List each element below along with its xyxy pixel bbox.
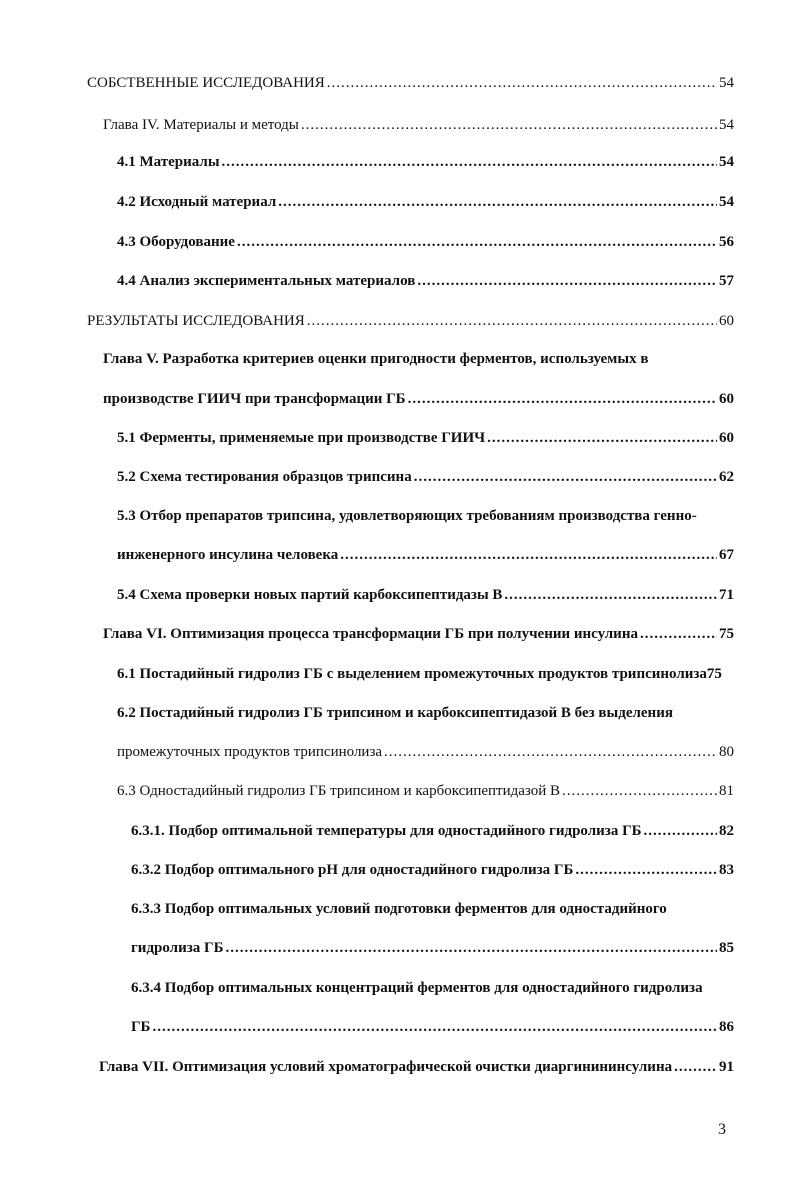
- toc-entry-title-line: 5.3 Отбор препаратов трипсина, удовлетворяющих требованиям производства генно-: [117, 508, 697, 524]
- toc-entry-title: инженерного инсулина человека: [117, 547, 339, 563]
- toc-entry-page: 60: [719, 430, 734, 446]
- toc-leader: [237, 232, 717, 252]
- toc-entry-page: 91: [719, 1059, 734, 1075]
- toc-entry-title-line: 6.2 Постадийный гидролиз ГБ трипсином и карбоксипептидазой В без выделения: [117, 705, 673, 721]
- toc-entry-title: 5.2 Схема тестирования образцов трипсина: [117, 469, 412, 485]
- toc-entry-title: Глава VI. Оптимизация процесса трансформации ГБ при получении инсулина: [103, 626, 638, 642]
- toc-leader: [487, 428, 717, 448]
- toc-leader: [417, 271, 717, 291]
- toc-entry-title: СОБСТВЕННЫЕ ИССЛЕДОВАНИЯ: [87, 75, 325, 91]
- toc-entry: [117, 742, 734, 762]
- toc-entry-page: 54: [719, 194, 734, 210]
- toc-entry-title: 4.2 Исходный материал: [117, 194, 277, 210]
- toc-leader: [414, 467, 717, 487]
- toc-entry-title-line: Глава V. Разработка критериев оценки пригодности ферментов, используемых в: [103, 351, 649, 367]
- toc-entry-page: 54: [719, 75, 734, 91]
- toc-entry-title: Глава VII. Оптимизация условий хроматографической очистки диаргинининсулина: [99, 1059, 673, 1075]
- toc-entry-title: РЕЗУЛЬТАТЫ ИССЛЕДОВАНИЯ: [87, 313, 305, 329]
- toc-entry-page: 67: [719, 547, 734, 563]
- toc-entry-title: 5.1 Ферменты, применяемые при производстве ГИИЧ: [117, 430, 486, 446]
- toc-entry-title: 6.3.1. Подбор оптимальной температуры для одностадийного гидролиза ГБ: [131, 823, 642, 839]
- toc-entry-page: 85: [719, 940, 734, 956]
- toc-leader: [575, 860, 717, 880]
- toc-leader: [384, 742, 717, 762]
- toc-entry: [117, 545, 734, 565]
- toc-entry: [103, 389, 734, 409]
- toc-entry-title-line: 6.3.3 Подбор оптимальных условий подготовки ферментов для одностадийного: [131, 901, 667, 917]
- toc-entry-title: гидролиза ГБ: [131, 940, 224, 956]
- toc-leader: [301, 115, 717, 135]
- toc-entry-title: 6.3 Одностадийный гидролиз ГБ трипсином и карбоксипептидазой В: [117, 783, 561, 799]
- toc-entry: [117, 428, 734, 448]
- toc-entry-page: 56: [719, 234, 734, 250]
- toc-entry-page: 54: [719, 117, 734, 133]
- toc-entry-title-line: 6.3.4 Подбор оптимальных концентраций ферментов для одностадийного гидролиза: [131, 980, 703, 996]
- toc-entry: [103, 115, 734, 135]
- toc-entry-page: 57: [719, 273, 734, 289]
- toc-entry-page: 71: [719, 587, 734, 603]
- toc-leader: [225, 938, 717, 958]
- toc-leader: [307, 311, 717, 331]
- toc-leader: [640, 624, 717, 644]
- toc-leader: [504, 585, 717, 605]
- toc-entry-title: 4.3 Оборудование: [117, 234, 235, 250]
- toc-entry-page: 86: [719, 1019, 734, 1035]
- toc-leader: [340, 545, 717, 565]
- toc-entry-title: промежуточных продуктов трипсинолиза: [117, 744, 383, 760]
- toc-entry: [131, 1017, 734, 1037]
- toc-entry-page: 75: [706, 666, 722, 682]
- toc-entry: [99, 1057, 734, 1077]
- toc-entry: [117, 467, 734, 487]
- toc-entry: [117, 271, 734, 291]
- toc-entry-title: 6.1 Постадийный гидролиз ГБ с выделением промежуточных продуктов трипсинолиза: [117, 666, 707, 682]
- toc-entry: [117, 585, 734, 605]
- toc-leader: [222, 152, 717, 172]
- toc-entry-title: 4.1 Материалы: [117, 154, 220, 170]
- toc-entry: [131, 938, 734, 958]
- toc-entry-title: ГБ: [131, 1019, 151, 1035]
- toc-leader: [644, 821, 717, 841]
- toc-entry-page: 83: [719, 862, 734, 878]
- toc-entry: [131, 860, 734, 880]
- toc-entry: [87, 311, 734, 331]
- toc-entry: [117, 192, 734, 212]
- toc-leader: [674, 1057, 717, 1077]
- toc-leader: [408, 389, 717, 409]
- toc-leader: [327, 73, 717, 93]
- toc-entry: [87, 73, 734, 93]
- toc-entry: [103, 624, 734, 644]
- toc-entry-page: 75: [719, 626, 734, 642]
- toc-entry: [117, 152, 734, 172]
- toc-leader: [562, 781, 717, 801]
- toc-entry-title: Глава IV. Материалы и методы: [103, 117, 299, 133]
- toc-entry-page: 60: [719, 313, 734, 329]
- toc-entry-title: 4.4 Анализ экспериментальных материалов: [117, 273, 416, 289]
- toc-entry: [117, 232, 734, 252]
- toc-entry-page: 82: [719, 823, 734, 839]
- page-number: 3: [718, 1121, 726, 1138]
- toc-entry-page: 81: [719, 783, 734, 799]
- toc-entry-page: 60: [719, 391, 734, 407]
- toc-entry-page: 80: [719, 744, 734, 760]
- toc-leader: [152, 1017, 717, 1037]
- toc-leader: [278, 192, 717, 212]
- toc-entry-title: производстве ГИИЧ при трансформации ГБ: [103, 391, 406, 407]
- toc-entry: [131, 821, 734, 841]
- toc-entry-title: 6.3.2 Подбор оптимального pH для одностадийного гидролиза ГБ: [131, 862, 574, 878]
- toc-entry: [117, 781, 734, 801]
- toc-entry-title: 5.4 Схема проверки новых партий карбоксипептидазы В: [117, 587, 503, 603]
- toc-entry: [117, 664, 734, 684]
- toc-entry-page: 54: [719, 154, 734, 170]
- toc-entry-page: 62: [719, 469, 734, 485]
